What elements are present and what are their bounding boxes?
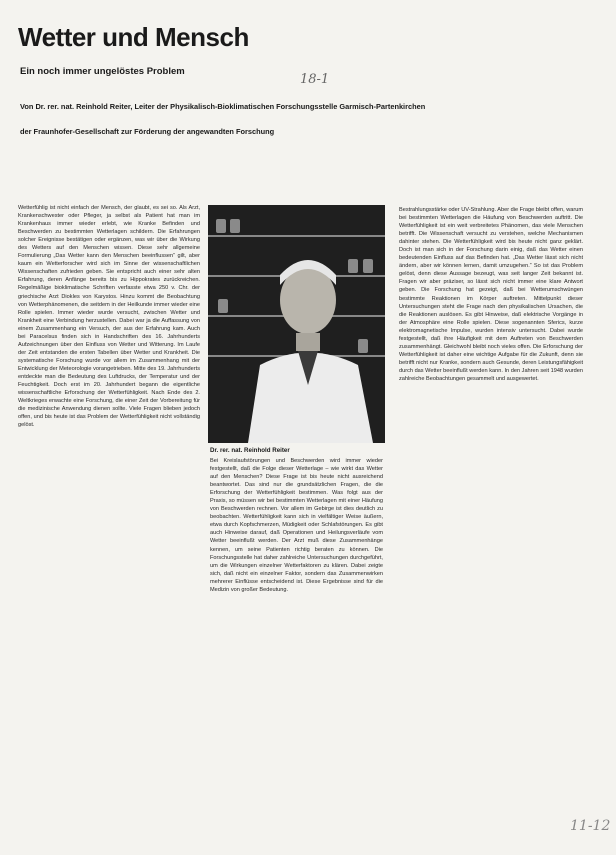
article-title: Wetter und Mensch: [18, 22, 249, 52]
handwritten-note: 18-1: [300, 72, 330, 87]
article-subtitle: Ein noch immer ungelöstes Problem: [20, 66, 185, 77]
photo-caption: Dr. rer. nat. Reinhold Reiter: [210, 447, 290, 454]
author-photo: [208, 205, 385, 443]
author-affiliation: der Fraunhofer-Gesellschaft zur Förderung der angewandten Forschung: [20, 127, 275, 136]
body-column-1: Wetterfühlig ist nicht einfach der Mensch, der glaubt, es sei so. Als Arzt, Krankenschwester oder Pfleger, ja selbst als Patient hat man im Krankenhaus immer wieder erlebt, wie Kranke Befinden und Beschwerden zu bestimmten Wetterlagen schildern. Die Erfahrungen solcher Ereignisse bestätigen oder ergänzen, was wir über die Wirkung des Wetters auf den Menschen wissen. Diese sehr allgemeine Formulierung „Das Wetter kann den Menschen beeinflussen“ gilt, aber kaum ein Wetterforscher wird sich im Sinne der wissenschaftlichen Wissenschaften zufrieden geben. Sie entspricht auch einer sehr alten Erfahrung, deren Anfänge bereits bis zu Hippokrates zurückreichen. Regelmäßige bioklimatische Schriften verfasste etwa 250 v. Chr. der griechische Arzt Diokles von Karystos. Hinzu kommt die Beobachtung von Wetterphänomenen, die seitdem in der Heilkunde immer wieder eine Rolle spielen. Immer wieder wurde versucht, zwischen Wetter und Krankheit eine Verbindung herzustellen. Dabei war ja die Auffassung von einem Zusammenhang ein Versuch, der aus der Erfahrung kam. Auch bei Paracelsus finden sich in Handschriften des 16. Jahrhunderts Aufzeichnungen über den Einfluss von Wetter und Witterung. Im Laufe der Zeit entstanden die ersten Tabellen über Wetter und Krankheit. Die systematische Forschung wurde vor allem im Zusammenhang mit der Entwicklung der Meteorologie vorangetrieben. Mitte des 19. Jahrhunderts entdeckte man die Bedeutung des Luftdrucks, der Temperatur und der Feuchtigkeit. Doch erst im 20. Jahrhundert begann die eigentliche wissenschaftliche Erforschung der Wetterfühligkeit. Nach Ende des 2. Weltkrieges erwachte eine Forschung, die einer Zeit der Vorbereitung für die medizinische Anwendung dienen sollte. Viele Fragen blieben jedoch offen, und bis heute ist das Problem der Wetterfühligkeit nicht vollständig gelöst.: [18, 205, 200, 429]
body-column-3: Bestrahlungsstärke oder UV-Strahlung. Aber die Frage bleibt offen, warum bei bestimmten Wetterlagen die Häufung von Beschwerden auftritt. Die Wetterfühligkeit ist ein weit verbreitetes Phänomen, das viele Menschen betrifft. Die Wissenschaft versucht zu verstehen, welche Mechanismen dahinter stehen. Die Wetterfühligkeit wird bis heute nicht ganz geklärt. Doch ist man sich in der Forschung darin einig, daß das Wetter einen bedeutenden Einfluss auf das Befinden hat. „Das Wetter lässt sich nicht ändern, aber wir können lernen, damit umzugehen.“ So ist das Problem gelöst, denn diese Aussage bezeugt, was seit langer Zeit bekannt ist. Fragen wir aber präziser, so lässt sich nicht immer eine klare Antwort geben. Die Forschung hat gezeigt, daß bei Wetterumschwüngen bestimmte Reaktionen im Körper auftreten. Mittelpunkt dieser Untersuchungen steht die Frage nach den physikalischen Ursachen, die die Reaktionen auslösen. Es gibt Hinweise, daß elektrische Vorgänge in der Atmosphäre eine Rolle spielen. Diese sogenannten Sferics, kurze elektromagnetische Impulse, wurden intensiv untersucht. Dabei wurde festgestellt, daß ihre Häufigkeit mit dem Auftreten von Beschwerden zusammenhängt. Gleichwohl bleibt noch vieles offen. Die Erforschung der Wetterfühligkeit ist daher eine wichtige Aufgabe für die Zukunft, denn sie betrifft nicht nur Kranke, sondern auch Gesunde, deren Leistungsfähigkeit durch das Wetter beeinflußt werden kann. In den Jahren seit 1948 wurden zahlreiche Beobachtungen gesammelt und ausgewertet.: [399, 207, 583, 382]
body-column-2: Bei Kreislaufstörungen und Beschwerden wird immer wieder festgestellt, daß die Folge dieser Wetterlage – wie wirkt das Wetter auf den Menschen? Diese Frage ist bis heute nicht ausreichend beantwortet. Das sind nur die grundsätzlichen Fragen, die die Erforschung der Wetterfühligkeit bestimmen. Was folgt aus der Praxis, so müssen wir bei bestimmten Wetterlagen mit einer Häufung von Beschwerden rechnen. Vor allem im Gebirge ist dies deutlich zu beobachten. Wetterfühligkeit kann sich in vielfältiger Weise äußern, etwa durch Kopfschmerzen, Müdigkeit oder Schlafstörungen. Es gibt auch Hinweise darauf, daß Operationen und Heilungsverläufe vom Wetter beeinflußt werden. Der Arzt muß diese Zusammenhänge kennen, um seine Patienten richtig beraten zu können. Die Forschungsstelle hat daher zahlreiche Untersuchungen durchgeführt, um die Wirkungen einzelner Wetterfaktoren zu klären. Dabei zeigte sich, daß nicht ein einzelner Faktor, sondern das Zusammenwirken mehrerer Einflüsse entscheidend ist. Diese Ergebnisse sind für die Medizin von großer Bedeutung.: [210, 458, 383, 593]
author-byline: Von Dr. rer. nat. Reinhold Reiter, Leiter der Physikalisch-Bioklimatischen Forschungsstelle Garmisch-Partenkirchen: [20, 102, 426, 111]
page-mark: 11-12: [570, 818, 611, 834]
